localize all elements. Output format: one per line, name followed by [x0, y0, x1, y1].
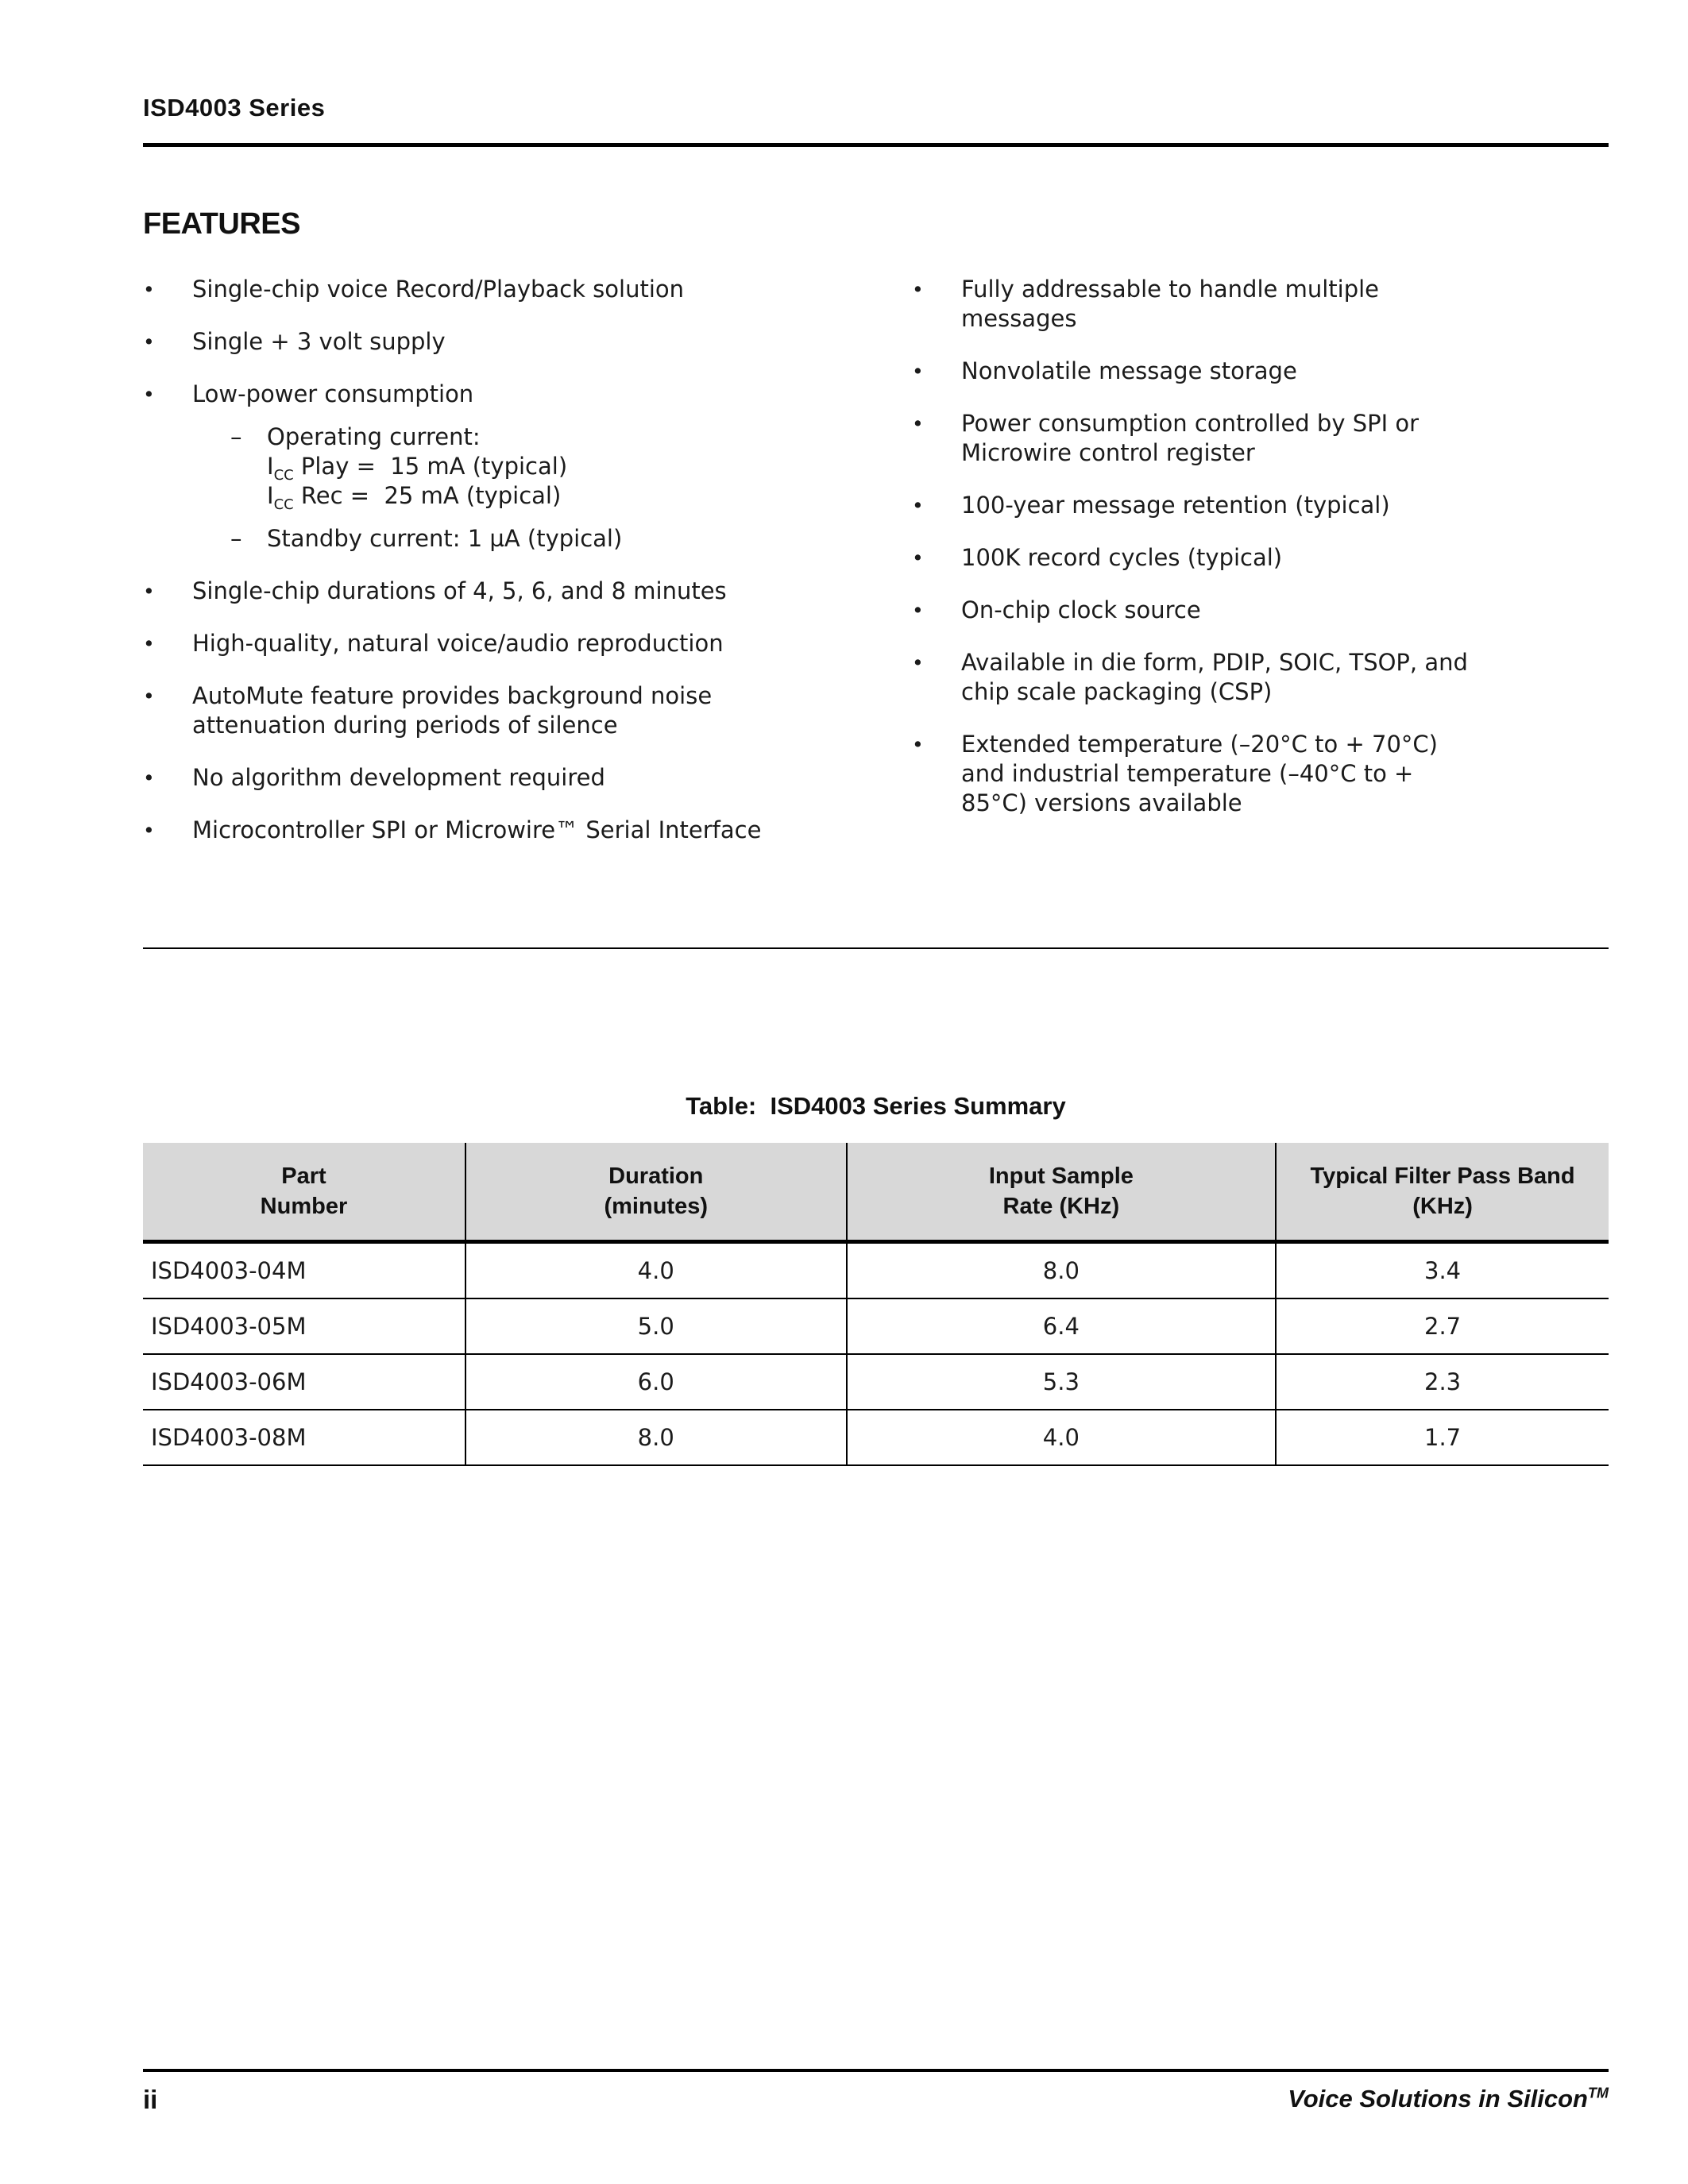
col-header-line: (minutes) [604, 1194, 708, 1219]
feature-text: Nonvolatile message storage [961, 357, 1297, 384]
cell-duration: 8.0 [465, 1410, 847, 1465]
col-header-line: Part [281, 1163, 326, 1189]
feature-subtext: Operating current: [267, 423, 481, 450]
feature-subtext-group [267, 423, 780, 511]
cell-part-number: ISD4003-05M [143, 1298, 465, 1354]
document-title: ISD4003 Series [143, 94, 326, 122]
icc-value: Play = 15 mA (typical) [293, 453, 568, 480]
feature-text: 100K record cycles (typical) [961, 544, 1283, 571]
page-number: ii [143, 2085, 158, 2114]
trademark-superscript: TM [1588, 2085, 1609, 2101]
bullet-icon: • [912, 278, 924, 301]
cell-part-number: ISD4003-06M [143, 1354, 465, 1410]
bullet-icon: • [143, 632, 155, 655]
icc-rec-line [267, 481, 780, 511]
icc-symbol: I [267, 482, 274, 509]
feature-item [912, 730, 1485, 818]
col-header-line: Duration [608, 1163, 704, 1189]
table-row [143, 1242, 1609, 1299]
bullet-icon: • [912, 733, 924, 756]
cell-sample-rate: 5.3 [847, 1354, 1277, 1410]
features-right-column [912, 275, 1485, 868]
icc-subscript: CC [273, 496, 294, 513]
table-row [143, 1354, 1609, 1410]
bullet-icon: • [912, 651, 924, 674]
feature-item [143, 629, 780, 658]
bullet-icon: • [143, 685, 155, 708]
feature-text: AutoMute feature provides background noise attenuation during periods of silence [192, 682, 713, 739]
feature-item [143, 327, 780, 357]
icc-subscript: CC [273, 466, 294, 484]
cell-duration: 6.0 [465, 1354, 847, 1410]
feature-item [143, 763, 780, 793]
bullet-icon: • [143, 330, 155, 353]
feature-text: Extended temperature (–20°C to + 70°C) and industrial temperature (–40°C to + 85°C) versions available [961, 731, 1438, 816]
cell-pass-band: 1.7 [1276, 1410, 1609, 1465]
icc-symbol: I [267, 453, 274, 480]
feature-text-group [192, 380, 780, 554]
feature-item [143, 681, 780, 740]
feature-text: Single-chip voice Record/Playback solution [192, 276, 685, 303]
feature-item [912, 275, 1485, 334]
col-header-line: Typical Filter Pass Band [1310, 1163, 1575, 1189]
col-header-duration [465, 1143, 847, 1242]
feature-text: On-chip clock source [961, 596, 1201, 623]
icc-play-line [267, 452, 780, 484]
feature-subtext: Standby current: 1 µA (typical) [267, 525, 623, 552]
feature-text: High-quality, natural voice/audio reproduction [192, 630, 724, 657]
page-footer [143, 2069, 1609, 2115]
table-header-row [143, 1143, 1609, 1242]
section-divider-rule [143, 947, 1609, 949]
col-header-sample-rate [847, 1143, 1277, 1242]
feature-item [143, 577, 780, 606]
bullet-icon: • [143, 819, 155, 842]
col-header-line: (KHz) [1412, 1194, 1473, 1219]
feature-text: Microcontroller SPI or Microwire™ Serial Interface [192, 816, 762, 843]
cell-part-number: ISD4003-08M [143, 1410, 465, 1465]
cell-sample-rate: 4.0 [847, 1410, 1277, 1465]
features-columns [143, 275, 1609, 868]
table-title: Table: ISD4003 Series Summary [686, 1092, 1066, 1120]
bullet-icon: • [143, 278, 155, 301]
bullet-icon: • [912, 360, 924, 383]
feature-text: No algorithm development required [192, 764, 605, 791]
bullet-icon: • [143, 580, 155, 603]
col-header-line: Number [260, 1194, 348, 1219]
cell-pass-band: 3.4 [1276, 1242, 1609, 1299]
footer-tagline-text: Voice Solutions in Silicon [1288, 2085, 1588, 2113]
col-header-line: Rate (KHz) [1002, 1194, 1120, 1219]
col-header-part-number [143, 1143, 465, 1242]
bullet-icon: • [143, 766, 155, 789]
feature-item [143, 816, 780, 845]
page-header [143, 0, 1609, 147]
feature-text: Fully addressable to handle multiple messages [961, 276, 1380, 332]
col-header-line: Input Sample [988, 1163, 1134, 1189]
feature-text: Low-power consumption [192, 380, 474, 407]
summary-table [143, 1143, 1609, 1466]
bullet-icon: • [912, 599, 924, 622]
feature-item [912, 409, 1485, 468]
cell-pass-band: 2.7 [1276, 1298, 1609, 1354]
dash-icon: – [230, 525, 242, 552]
bullet-icon: • [912, 546, 924, 569]
features-left-column [143, 275, 780, 868]
table-row [143, 1298, 1609, 1354]
feature-subitem [192, 423, 780, 511]
header-rule [143, 143, 1609, 147]
cell-pass-band: 2.3 [1276, 1354, 1609, 1410]
cell-sample-rate: 8.0 [847, 1242, 1277, 1299]
col-header-pass-band [1276, 1143, 1609, 1242]
cell-duration: 5.0 [465, 1298, 847, 1354]
feature-text: 100-year message retention (typical) [961, 492, 1390, 519]
features-heading: FEATURES [143, 207, 300, 241]
feature-item [912, 543, 1485, 573]
footer-tagline [1288, 2085, 1609, 2113]
cell-sample-rate: 6.4 [847, 1298, 1277, 1354]
feature-text: Single + 3 volt supply [192, 328, 446, 355]
feature-item [143, 275, 780, 304]
cell-part-number: ISD4003-04M [143, 1242, 465, 1299]
summary-table-section [143, 1092, 1609, 1466]
feature-item [143, 380, 780, 554]
feature-item [912, 596, 1485, 625]
icc-value: Rec = 25 mA (typical) [293, 482, 562, 509]
dash-icon: – [230, 423, 242, 450]
bullet-icon: • [912, 412, 924, 435]
feature-item [912, 648, 1485, 707]
bullet-icon: • [912, 494, 924, 517]
feature-text: Power consumption controlled by SPI or Microwire control register [961, 410, 1420, 466]
cell-duration: 4.0 [465, 1242, 847, 1299]
table-row [143, 1410, 1609, 1465]
feature-subitem [192, 524, 780, 554]
bullet-icon: • [143, 383, 155, 406]
feature-text: Available in die form, PDIP, SOIC, TSOP, and chip scale packaging (CSP) [961, 649, 1468, 705]
feature-item [912, 357, 1485, 386]
feature-item [912, 491, 1485, 520]
feature-text: Single-chip durations of 4, 5, 6, and 8 minutes [192, 577, 727, 604]
